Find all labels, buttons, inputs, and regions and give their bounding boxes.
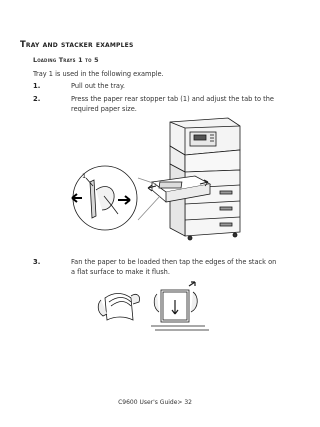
printer-tray-illustration bbox=[60, 110, 290, 245]
step-3-text: Fan the paper to be loaded then tap the edges of the stack on a flat surface to make it flush. bbox=[71, 258, 277, 276]
section-title: Tray and stacker examples bbox=[20, 39, 134, 49]
intro-text: Tray 1 is used in the following example. bbox=[33, 70, 164, 78]
page-footer: C9600 User's Guide> 32 bbox=[118, 399, 192, 406]
step-3-number: 3. bbox=[33, 258, 41, 266]
step-1-text: Pull out the tray. bbox=[71, 82, 126, 90]
fan-paper-illustration bbox=[95, 278, 215, 336]
subsection-title: Loading Trays 1 to 5 bbox=[33, 56, 99, 64]
callout-label: 1 bbox=[82, 172, 87, 180]
step-2-text: Press the paper rear stopper tab (1) and adjust the tab to the required paper size. bbox=[71, 95, 274, 113]
step-1-number: 1. bbox=[33, 82, 41, 90]
step-2-number: 2. bbox=[33, 95, 41, 103]
